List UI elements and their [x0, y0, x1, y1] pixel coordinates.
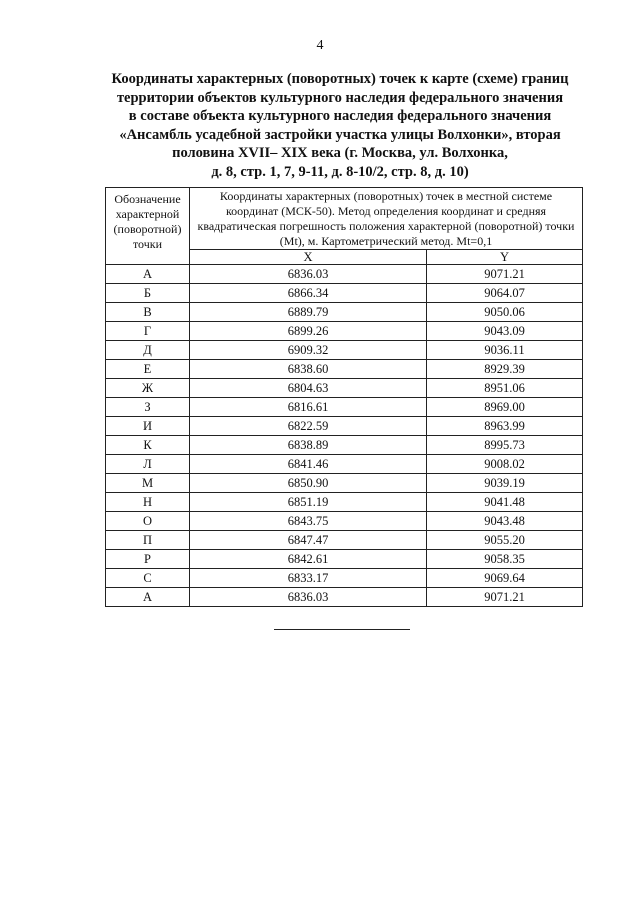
- x-value-cell: 6822.59: [190, 417, 427, 436]
- x-value-cell: 6816.61: [190, 398, 427, 417]
- x-value-cell: 6889.79: [190, 303, 427, 322]
- table-row: [106, 531, 583, 550]
- point-cell: Р: [106, 550, 190, 569]
- y-value-cell: 9069.64: [427, 569, 583, 588]
- point-cell: М: [106, 474, 190, 493]
- y-value-cell: 8995.73: [427, 436, 583, 455]
- y-value-cell: 9041.48: [427, 493, 583, 512]
- x-value-cell: 6847.47: [190, 531, 427, 550]
- point-cell: А: [106, 588, 190, 607]
- point-cell: Б: [106, 284, 190, 303]
- y-column-header: Y: [427, 250, 583, 265]
- table-row: [106, 284, 583, 303]
- y-value-cell: 8963.99: [427, 417, 583, 436]
- y-value-cell: 9071.21: [427, 588, 583, 607]
- table-row: [106, 512, 583, 531]
- point-cell: Д: [106, 341, 190, 360]
- table-row: [106, 322, 583, 341]
- x-value-cell: 6838.89: [190, 436, 427, 455]
- table-row: [106, 360, 583, 379]
- point-cell: З: [106, 398, 190, 417]
- coordinates-header: Координаты характерных (поворотных) точек в местной системе координат (МСК-50). Метод определения координат и средняя квадратическая погрешность положения характерной (поворотной) точки (Mt), м. Картометрический метод. Mt=0,1: [190, 188, 583, 250]
- table-body: [106, 265, 583, 607]
- table-row: [106, 417, 583, 436]
- point-cell: И: [106, 417, 190, 436]
- x-value-cell: 6866.34: [190, 284, 427, 303]
- page-number: 4: [316, 38, 324, 53]
- y-value-cell: 8969.00: [427, 398, 583, 417]
- x-column-header: X: [190, 250, 427, 265]
- table-row: [106, 341, 583, 360]
- y-value-cell: 9036.11: [427, 341, 583, 360]
- x-value-cell: 6842.61: [190, 550, 427, 569]
- x-value-cell: 6836.03: [190, 588, 427, 607]
- table-row: [106, 474, 583, 493]
- point-cell: П: [106, 531, 190, 550]
- point-cell: Н: [106, 493, 190, 512]
- table-row: [106, 436, 583, 455]
- table-row: [106, 550, 583, 569]
- title-line: «Ансамбль усадебной застройки участка улицы Волхонки», вторая: [119, 126, 561, 143]
- point-cell: Г: [106, 322, 190, 341]
- y-value-cell: 8951.06: [427, 379, 583, 398]
- point-cell: К: [106, 436, 190, 455]
- table-row: [106, 398, 583, 417]
- table-row: [106, 379, 583, 398]
- title-line: Координаты характерных (поворотных) точек к карте (схеме) границ: [111, 71, 569, 87]
- y-value-cell: 9043.09: [427, 322, 583, 341]
- title-line: в составе объекта культурного наследия федерального значения: [128, 108, 552, 124]
- table-row: [106, 493, 583, 512]
- y-value-cell: 9050.06: [427, 303, 583, 322]
- y-value-cell: 9064.07: [427, 284, 583, 303]
- point-cell: Л: [106, 455, 190, 474]
- x-value-cell: 6833.17: [190, 569, 427, 588]
- document-title: [90, 70, 590, 181]
- point-cell: С: [106, 569, 190, 588]
- coordinates-table: [105, 187, 583, 607]
- x-value-cell: 6909.32: [190, 341, 427, 360]
- y-value-cell: 9071.21: [427, 265, 583, 284]
- x-value-cell: 6899.26: [190, 322, 427, 341]
- y-value-cell: 9058.35: [427, 550, 583, 569]
- x-value-cell: 6836.03: [190, 265, 427, 284]
- y-value-cell: 9039.19: [427, 474, 583, 493]
- x-value-cell: 6851.19: [190, 493, 427, 512]
- point-cell: Ж: [106, 379, 190, 398]
- title-line: половина XVII– XIX века (г. Москва, ул. Волхонка,: [172, 145, 508, 161]
- y-value-cell: 9008.02: [427, 455, 583, 474]
- x-value-cell: 6838.60: [190, 360, 427, 379]
- table-row: [106, 303, 583, 322]
- point-cell: В: [106, 303, 190, 322]
- point-cell: А: [106, 265, 190, 284]
- point-cell: О: [106, 512, 190, 531]
- x-value-cell: 6841.46: [190, 455, 427, 474]
- x-value-cell: 6804.63: [190, 379, 427, 398]
- table-row: [106, 265, 583, 284]
- y-value-cell: 9043.48: [427, 512, 583, 531]
- point-cell: Е: [106, 360, 190, 379]
- table-row: [106, 455, 583, 474]
- table-row: [106, 588, 583, 607]
- y-value-cell: 8929.39: [427, 360, 583, 379]
- x-value-cell: 6843.75: [190, 512, 427, 531]
- point-label-header: Обозначение характерной (поворотной) точки: [106, 188, 190, 265]
- table-row: [106, 569, 583, 588]
- footer-divider: [274, 629, 410, 630]
- y-value-cell: 9055.20: [427, 531, 583, 550]
- title-line: д. 8, стр. 1, 7, 9-11, д. 8-10/2, стр. 8, д. 10): [211, 163, 469, 180]
- x-value-cell: 6850.90: [190, 474, 427, 493]
- title-line: территории объектов культурного наследия федерального значения: [116, 89, 564, 106]
